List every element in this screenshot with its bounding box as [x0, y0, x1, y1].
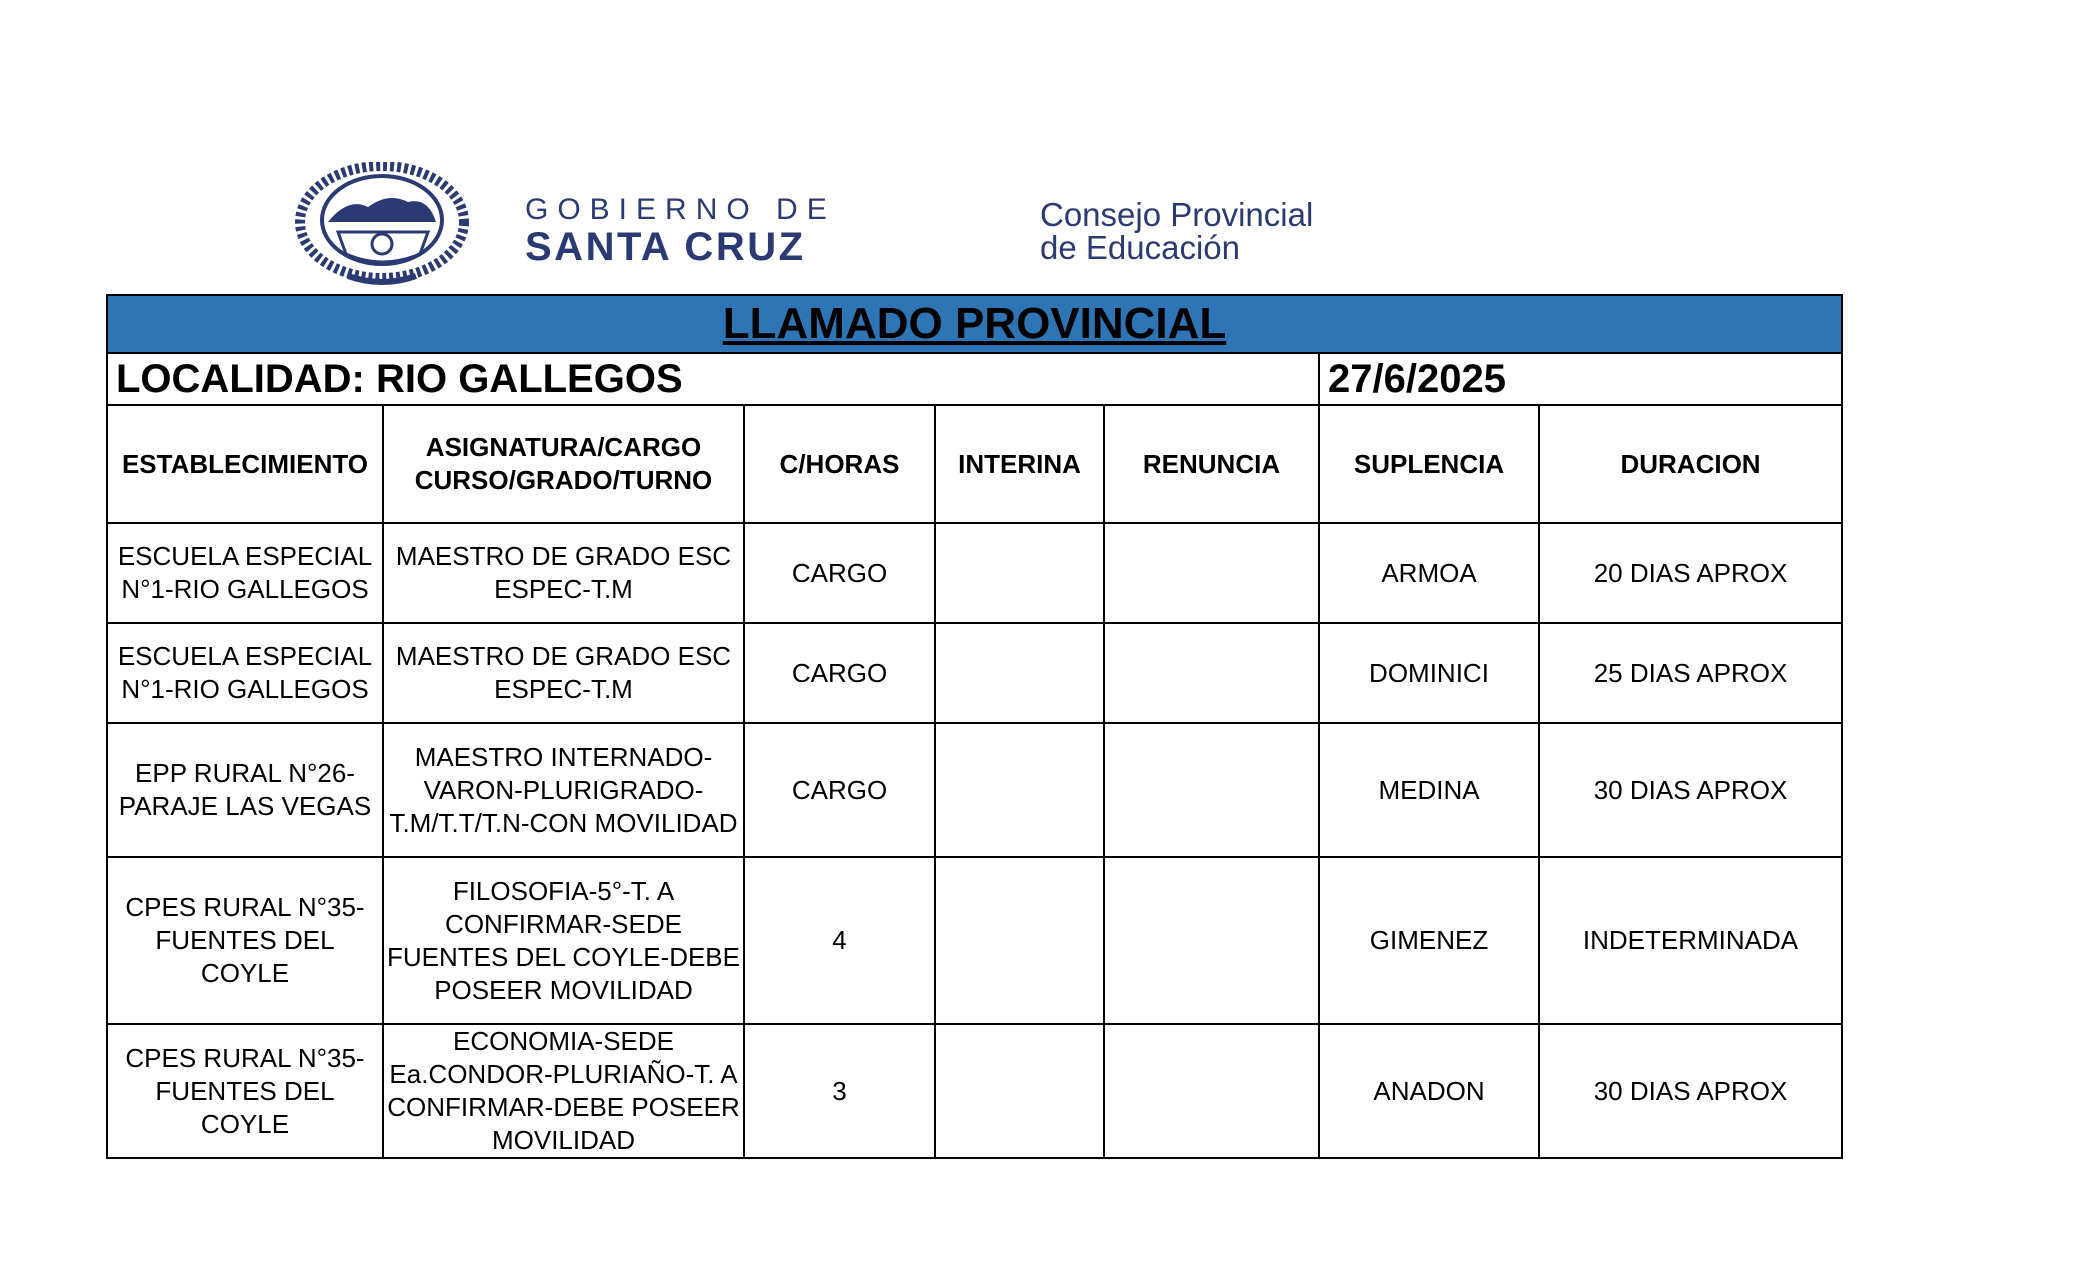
table-cell: ESCUELA ESPECIAL N°1-RIO GALLEGOS	[107, 623, 383, 723]
document-title: LLAMADO PROVINCIAL	[107, 295, 1842, 353]
table-cell: 3	[744, 1024, 935, 1158]
table-cell: MAESTRO DE GRADO ESC ESPEC-T.M	[383, 523, 744, 623]
table-cell	[1104, 623, 1319, 723]
table-cell: 20 DIAS APROX	[1539, 523, 1842, 623]
table-row	[107, 523, 1842, 623]
column-header: DURACION	[1539, 405, 1842, 523]
gov-line1: GOBIERNO DE	[525, 193, 836, 226]
table-cell: EPP RURAL N°26-PARAJE LAS VEGAS	[107, 723, 383, 857]
table-header-row	[107, 405, 1842, 523]
table-row	[107, 1024, 1842, 1158]
table-cell: CARGO	[744, 623, 935, 723]
table-cell	[935, 1024, 1104, 1158]
table-cell: GIMENEZ	[1319, 857, 1539, 1024]
table-cell	[935, 523, 1104, 623]
table-cell	[935, 623, 1104, 723]
table-cell: MEDINA	[1319, 723, 1539, 857]
table-cell	[1104, 857, 1319, 1024]
table-cell: CPES RURAL N°35-FUENTES DEL COYLE	[107, 857, 383, 1024]
table-row	[107, 723, 1842, 857]
table-cell: CARGO	[744, 523, 935, 623]
table-cell: ARMOA	[1319, 523, 1539, 623]
locality: LOCALIDAD: RIO GALLEGOS	[107, 353, 1319, 405]
government-wordmark	[525, 195, 836, 267]
table-cell: INDETERMINADA	[1539, 857, 1842, 1024]
table-cell: ANADON	[1319, 1024, 1539, 1158]
document-date: 27/6/2025	[1319, 353, 1842, 405]
table-cell: FILOSOFIA-5°-T. A CONFIRMAR-SEDE FUENTES DEL COYLE-DEBE POSEER MOVILIDAD	[383, 857, 744, 1024]
table-cell: MAESTRO DE GRADO ESC ESPEC-T.M	[383, 623, 744, 723]
table-cell: ESCUELA ESPECIAL N°1-RIO GALLEGOS	[107, 523, 383, 623]
column-header: RENUNCIA	[1104, 405, 1319, 523]
vacancies-table	[106, 294, 1843, 1159]
gov-line2: SANTA CRUZ	[525, 225, 806, 269]
table-cell: 4	[744, 857, 935, 1024]
table-cell: 30 DIAS APROX	[1539, 723, 1842, 857]
table-cell: ECONOMIA-SEDE Ea.CONDOR-PLURIAÑO-T. A CONFIRMAR-DEBE POSEER MOVILIDAD	[383, 1024, 744, 1158]
table-cell	[935, 723, 1104, 857]
table-cell: MAESTRO INTERNADO-VARON-PLURIGRADO-T.M/T.T/T.N-CON MOVILIDAD	[383, 723, 744, 857]
council-line1: Consejo Provincial	[1040, 196, 1314, 233]
column-header: SUPLENCIA	[1319, 405, 1539, 523]
table-cell	[935, 857, 1104, 1024]
table-cell	[1104, 723, 1319, 857]
table-cell: 30 DIAS APROX	[1539, 1024, 1842, 1158]
column-header: ASIGNATURA/CARGO CURSO/GRADO/TURNO	[383, 405, 744, 523]
council-wordmark	[1040, 198, 1313, 264]
column-header: C/HORAS	[744, 405, 935, 523]
table-row	[107, 857, 1842, 1024]
column-header: ESTABLECIMIENTO	[107, 405, 383, 523]
table-cell	[1104, 1024, 1319, 1158]
table-row	[107, 623, 1842, 723]
provincial-seal-icon	[288, 162, 476, 288]
council-line2: de Educación	[1040, 229, 1240, 266]
table-cell: 25 DIAS APROX	[1539, 623, 1842, 723]
table-cell: CARGO	[744, 723, 935, 857]
table-cell: DOMINICI	[1319, 623, 1539, 723]
table-cell: CPES RURAL N°35-FUENTES DEL COYLE	[107, 1024, 383, 1158]
table-cell	[1104, 523, 1319, 623]
column-header: INTERINA	[935, 405, 1104, 523]
